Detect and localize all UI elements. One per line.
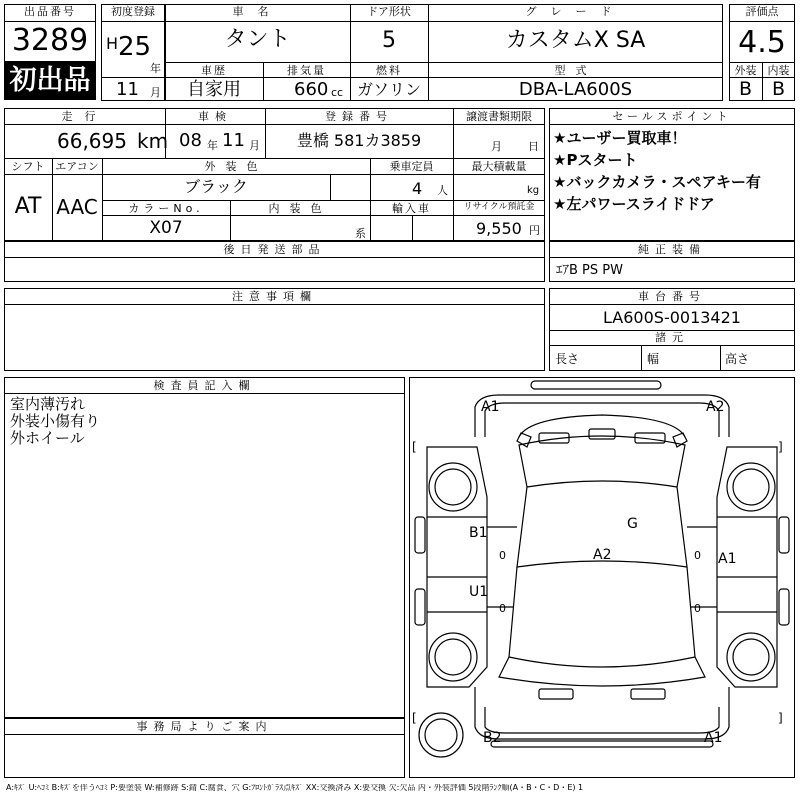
inspection-month: 11 — [222, 130, 245, 151]
sales-point-1: ★ユーザー買取車！ — [553, 129, 687, 147]
year-unit: 年 — [150, 62, 161, 75]
capacity-label: 乗車定員 — [389, 160, 434, 173]
office-notice-label: 事務局よりご案内 — [136, 720, 273, 733]
inspector-remarks-label: 検査員記入欄 — [153, 379, 256, 392]
recycle-fee-label: リサイクル預託金 — [463, 202, 535, 212]
sales-points-label: セールスポイント — [612, 110, 732, 123]
inspector-remark-3: 外ホイール — [10, 429, 85, 447]
transfer-month-unit: 月 — [491, 140, 502, 153]
inspector-remark-2: 外装小傷有り — [10, 412, 101, 430]
later-parts-label: 後日発送部品 — [223, 243, 326, 256]
genuine-equipment-label: 純正装備 — [638, 243, 706, 256]
history: 自家用 — [187, 79, 241, 100]
inspection-year: 08 — [179, 130, 202, 151]
exterior-color: ブラック — [184, 177, 248, 196]
car-name: タント — [224, 27, 291, 52]
damage-mark-front-right: A2 — [706, 399, 725, 415]
interior-color-label: 内装色 — [268, 202, 332, 215]
max-load-unit: kg — [527, 185, 540, 196]
chassis-number: LA600S-0013421 — [603, 308, 741, 327]
plate-label: 登録番号 — [325, 110, 393, 123]
damage-mark-left-door: B1 — [469, 525, 488, 541]
displacement: 660 — [294, 79, 329, 100]
sales-point-3: ★バックカメラ・スペアキー有 — [553, 173, 761, 191]
history-label: 車歴 — [201, 64, 227, 77]
damage-mark-rear-left: B2 — [483, 730, 502, 746]
capacity: 4 — [412, 179, 423, 198]
exterior-grade: B — [738, 78, 753, 100]
car-diagram — [409, 377, 795, 778]
grade: カスタムX SA — [505, 28, 646, 53]
bracket-left-top: [ — [412, 440, 417, 454]
bracket-left-bottom: [ — [412, 711, 417, 725]
tire-mark-3: 0 — [499, 602, 506, 615]
genuine-equipment: ｴｱB PS PW — [556, 263, 623, 278]
displacement-unit: cc — [331, 86, 344, 99]
fuel-label: 燃料 — [376, 64, 402, 77]
inspection-label: 車検 — [198, 110, 232, 123]
tire-mark-4: 0 — [694, 602, 701, 615]
model: DBA-LA600S — [518, 79, 633, 100]
registration-year: 25 — [118, 32, 152, 62]
recycle-fee-unit: 円 — [529, 224, 540, 237]
interior-color-suffix: 系 — [355, 227, 366, 240]
month-unit: 月 — [150, 86, 161, 99]
color-number: X07 — [149, 218, 183, 238]
exterior-color-label: 外装色 — [204, 160, 268, 173]
model-label: 型式 — [554, 64, 597, 77]
width-label: 幅 — [647, 352, 660, 366]
shift: AT — [14, 194, 42, 219]
damage-mark-windshield: G — [627, 516, 638, 532]
registration-month: 11 — [116, 79, 139, 100]
tire-mark-2: 0 — [694, 549, 701, 562]
first-registration-label: 初度登録 — [111, 5, 155, 18]
door-type-label: ドア形状 — [367, 5, 411, 18]
exterior-grade-label: 外装 — [734, 64, 757, 77]
inspection-month-unit: 月 — [249, 139, 260, 152]
first-listing-text: 初出品 — [9, 65, 91, 96]
height-label: 高さ — [725, 352, 750, 366]
mileage: 66,695 — [57, 129, 127, 153]
sales-point-2: ★Pスタート — [553, 151, 638, 169]
mileage-unit: km — [137, 129, 169, 153]
interior-grade: B — [771, 78, 786, 100]
plate-number: 豊橋 581カ3859 — [296, 131, 422, 150]
inspection-year-unit: 年 — [207, 139, 218, 152]
fuel: ガソリン — [356, 80, 421, 99]
chassis-number-label: 車台番号 — [638, 290, 706, 303]
max-load-label: 最大積載量 — [471, 160, 527, 173]
inspector-remark-1: 室内薄汚れ — [10, 395, 86, 413]
displacement-label: 排気量 — [287, 64, 326, 77]
shift-label: シフト — [11, 160, 45, 173]
length-label: 長さ — [555, 352, 580, 366]
door-count: 5 — [382, 28, 396, 53]
dimensions-label: 諸元 — [655, 331, 689, 344]
interior-grade-label: 内装 — [767, 64, 790, 77]
damage-mark-front-left: A1 — [481, 399, 500, 415]
damage-mark-roof: A2 — [593, 547, 612, 563]
legend: A:ｷｽﾞ U:ﾍｺﾐ B:ｷｽﾞを伴うﾍｺﾐ P:要塗装 W:補修跡 S:錆 C:腐食、穴 G:ﾌﾛﾝﾄｶﾞﾗｽ点ｷｽﾞ XX:交換済み X:要交換 欠:欠品 内・外装評価 5段階ﾗﾝｸ順(A・B・C・D・E) 1 — [6, 784, 584, 792]
capacity-unit: 人 — [437, 184, 448, 197]
lot-number: 3289 — [11, 23, 89, 58]
transfer-deadline-label: 譲渡書類期限 — [466, 110, 532, 123]
score: 4.5 — [738, 25, 786, 60]
ac-label: エアコン — [55, 160, 99, 173]
score-label: 評価点 — [745, 5, 779, 18]
damage-mark-rear-right: A1 — [704, 730, 723, 746]
notes-label: 注意事項欄 — [232, 290, 317, 303]
lot-number-label: 出品番号 — [24, 5, 76, 18]
ac: AAC — [56, 195, 98, 219]
tire-mark-1: 0 — [499, 549, 506, 562]
bracket-right-top: ] — [778, 440, 783, 454]
grade-label: グレード — [525, 5, 626, 18]
color-number-label: カラーNo. — [128, 202, 204, 215]
import-label: 輸入車 — [392, 202, 431, 215]
bracket-right-bottom: ] — [778, 711, 783, 725]
transfer-day-unit: 日 — [528, 140, 539, 153]
era: H — [106, 34, 119, 53]
sales-point-4: ★左パワースライドドア — [553, 195, 715, 213]
damage-mark-right-door: A1 — [718, 551, 737, 567]
recycle-fee: 9,550 — [476, 219, 522, 238]
mileage-label: 走行 — [61, 110, 108, 123]
car-name-label: 車名 — [232, 5, 283, 18]
damage-mark-left-rear-door: U1 — [469, 584, 489, 600]
